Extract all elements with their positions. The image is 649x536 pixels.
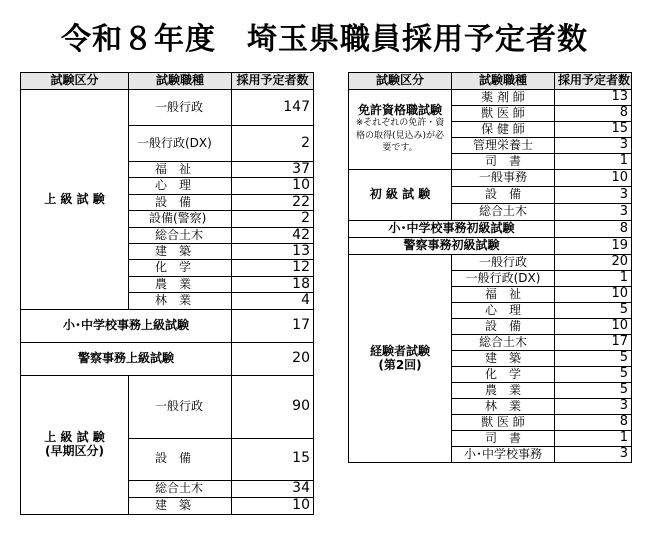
position-cell: 司 書 [452, 154, 555, 170]
position-cell: 獣 医 師 [452, 106, 555, 122]
table-row [21, 90, 314, 126]
page-title: 令和８年度 埼玉県職員採用予定者数 [61, 22, 588, 57]
header-category: 試験区分 [21, 73, 129, 90]
category-cell: 上 級 試 験 [21, 90, 129, 310]
count-cell: 2 [232, 126, 314, 162]
count-cell: 22 [232, 194, 314, 210]
count-cell: 15 [555, 122, 632, 138]
position-cell: 一般行政 [129, 90, 232, 126]
position-cell: 心 理 [452, 303, 555, 319]
position-cell: 獣 医 師 [452, 415, 555, 431]
table-row [349, 170, 632, 187]
category-cell: 小･中学校事務上級試験 [21, 309, 232, 342]
table-row [349, 90, 632, 106]
position-cell: 一般行政 [452, 255, 555, 271]
count-cell: 5 [555, 383, 632, 399]
position-cell: 福 祉 [129, 162, 232, 178]
position-cell: 一般行政 [129, 375, 232, 438]
position-cell: 保 健 師 [452, 122, 555, 138]
position-cell: 設 備 [129, 194, 232, 210]
count-cell: 13 [555, 90, 632, 106]
count-cell: 3 [555, 204, 632, 221]
count-cell: 8 [555, 415, 632, 431]
position-cell: 建 築 [129, 497, 232, 514]
count-cell: 8 [555, 221, 632, 238]
position-cell: 一般行政(DX) [129, 126, 232, 162]
category-cell: 小･中学校事務初級試験 [349, 221, 555, 238]
position-cell: 心 理 [129, 178, 232, 194]
count-cell: 10 [232, 178, 314, 194]
category-cell: 警察事務上級試験 [21, 342, 232, 375]
position-cell: 設備(警察) [129, 211, 232, 227]
position-cell: 設 備 [452, 187, 555, 204]
table-row [21, 375, 314, 438]
header-count: 採用予定者数 [555, 73, 632, 90]
count-cell: 17 [555, 335, 632, 351]
header-count: 採用予定者数 [232, 73, 314, 90]
position-cell: 設 備 [129, 438, 232, 480]
header-position: 試験職種 [129, 73, 232, 90]
position-cell: 建 築 [129, 243, 232, 259]
count-cell: 15 [232, 438, 314, 480]
count-cell: 3 [555, 447, 632, 463]
header-row [349, 73, 632, 90]
position-cell: 総合土木 [129, 480, 232, 497]
recruitment-table-right [348, 72, 632, 463]
table-row [349, 221, 632, 238]
count-cell: 19 [555, 238, 632, 255]
header-position: 試験職種 [452, 73, 555, 90]
count-cell: 34 [232, 480, 314, 497]
table-row [349, 238, 632, 255]
position-cell: 農 業 [129, 276, 232, 292]
count-cell: 3 [555, 187, 632, 204]
position-cell: 一般事務 [452, 170, 555, 187]
count-cell: 5 [555, 367, 632, 383]
category-note: ※それぞれの免許・資格の取得(見込み)が必要です。 [355, 118, 445, 154]
position-cell: 司 書 [452, 431, 555, 447]
category-cell: 上 級 試 験 (早期区分) [21, 375, 129, 514]
position-cell: 総合土木 [129, 227, 232, 243]
position-cell: 林 業 [129, 293, 232, 309]
position-cell: 化 学 [452, 367, 555, 383]
count-cell: 10 [555, 287, 632, 303]
count-cell: 3 [555, 138, 632, 154]
position-cell: 福 祉 [452, 287, 555, 303]
count-cell: 4 [232, 293, 314, 309]
count-cell: 147 [232, 90, 314, 126]
count-cell: 20 [232, 342, 314, 375]
position-cell: 総合土木 [452, 204, 555, 221]
count-cell: 5 [555, 351, 632, 367]
recruitment-table-left [20, 72, 314, 515]
count-cell: 8 [555, 106, 632, 122]
count-cell: 20 [555, 255, 632, 271]
category-cell: 経験者試験 (第2回) [349, 255, 452, 463]
count-cell: 12 [232, 260, 314, 276]
count-cell: 17 [232, 309, 314, 342]
count-cell: 13 [232, 243, 314, 259]
position-cell: 総合土木 [452, 335, 555, 351]
count-cell: 1 [555, 271, 632, 287]
header-row [21, 73, 314, 90]
position-cell: 小･中学校事務 [452, 447, 555, 463]
position-cell: 設 備 [452, 319, 555, 335]
category-cell: 初 級 試 験 [349, 170, 452, 221]
count-cell: 10 [555, 319, 632, 335]
category-label: 免許資格職試験 [357, 103, 442, 118]
count-cell: 1 [555, 431, 632, 447]
category-cell: 警察事務初級試験 [349, 238, 555, 255]
table-row [349, 255, 632, 271]
count-cell: 2 [232, 211, 314, 227]
position-cell: 管理栄養士 [452, 138, 555, 154]
count-cell: 90 [232, 375, 314, 438]
count-cell: 18 [232, 276, 314, 292]
position-cell: 一般行政(DX) [452, 271, 555, 287]
position-cell: 薬 剤 師 [452, 90, 555, 106]
count-cell: 42 [232, 227, 314, 243]
count-cell: 5 [555, 303, 632, 319]
count-cell: 37 [232, 162, 314, 178]
count-cell: 10 [232, 497, 314, 514]
position-cell: 林 業 [452, 399, 555, 415]
count-cell: 1 [555, 154, 632, 170]
category-cell [349, 90, 452, 170]
table-row [21, 309, 314, 342]
position-cell: 化 学 [129, 260, 232, 276]
position-cell: 建 築 [452, 351, 555, 367]
position-cell: 農 業 [452, 383, 555, 399]
count-cell: 3 [555, 399, 632, 415]
table-row [21, 342, 314, 375]
count-cell: 10 [555, 170, 632, 187]
header-category: 試験区分 [349, 73, 452, 90]
